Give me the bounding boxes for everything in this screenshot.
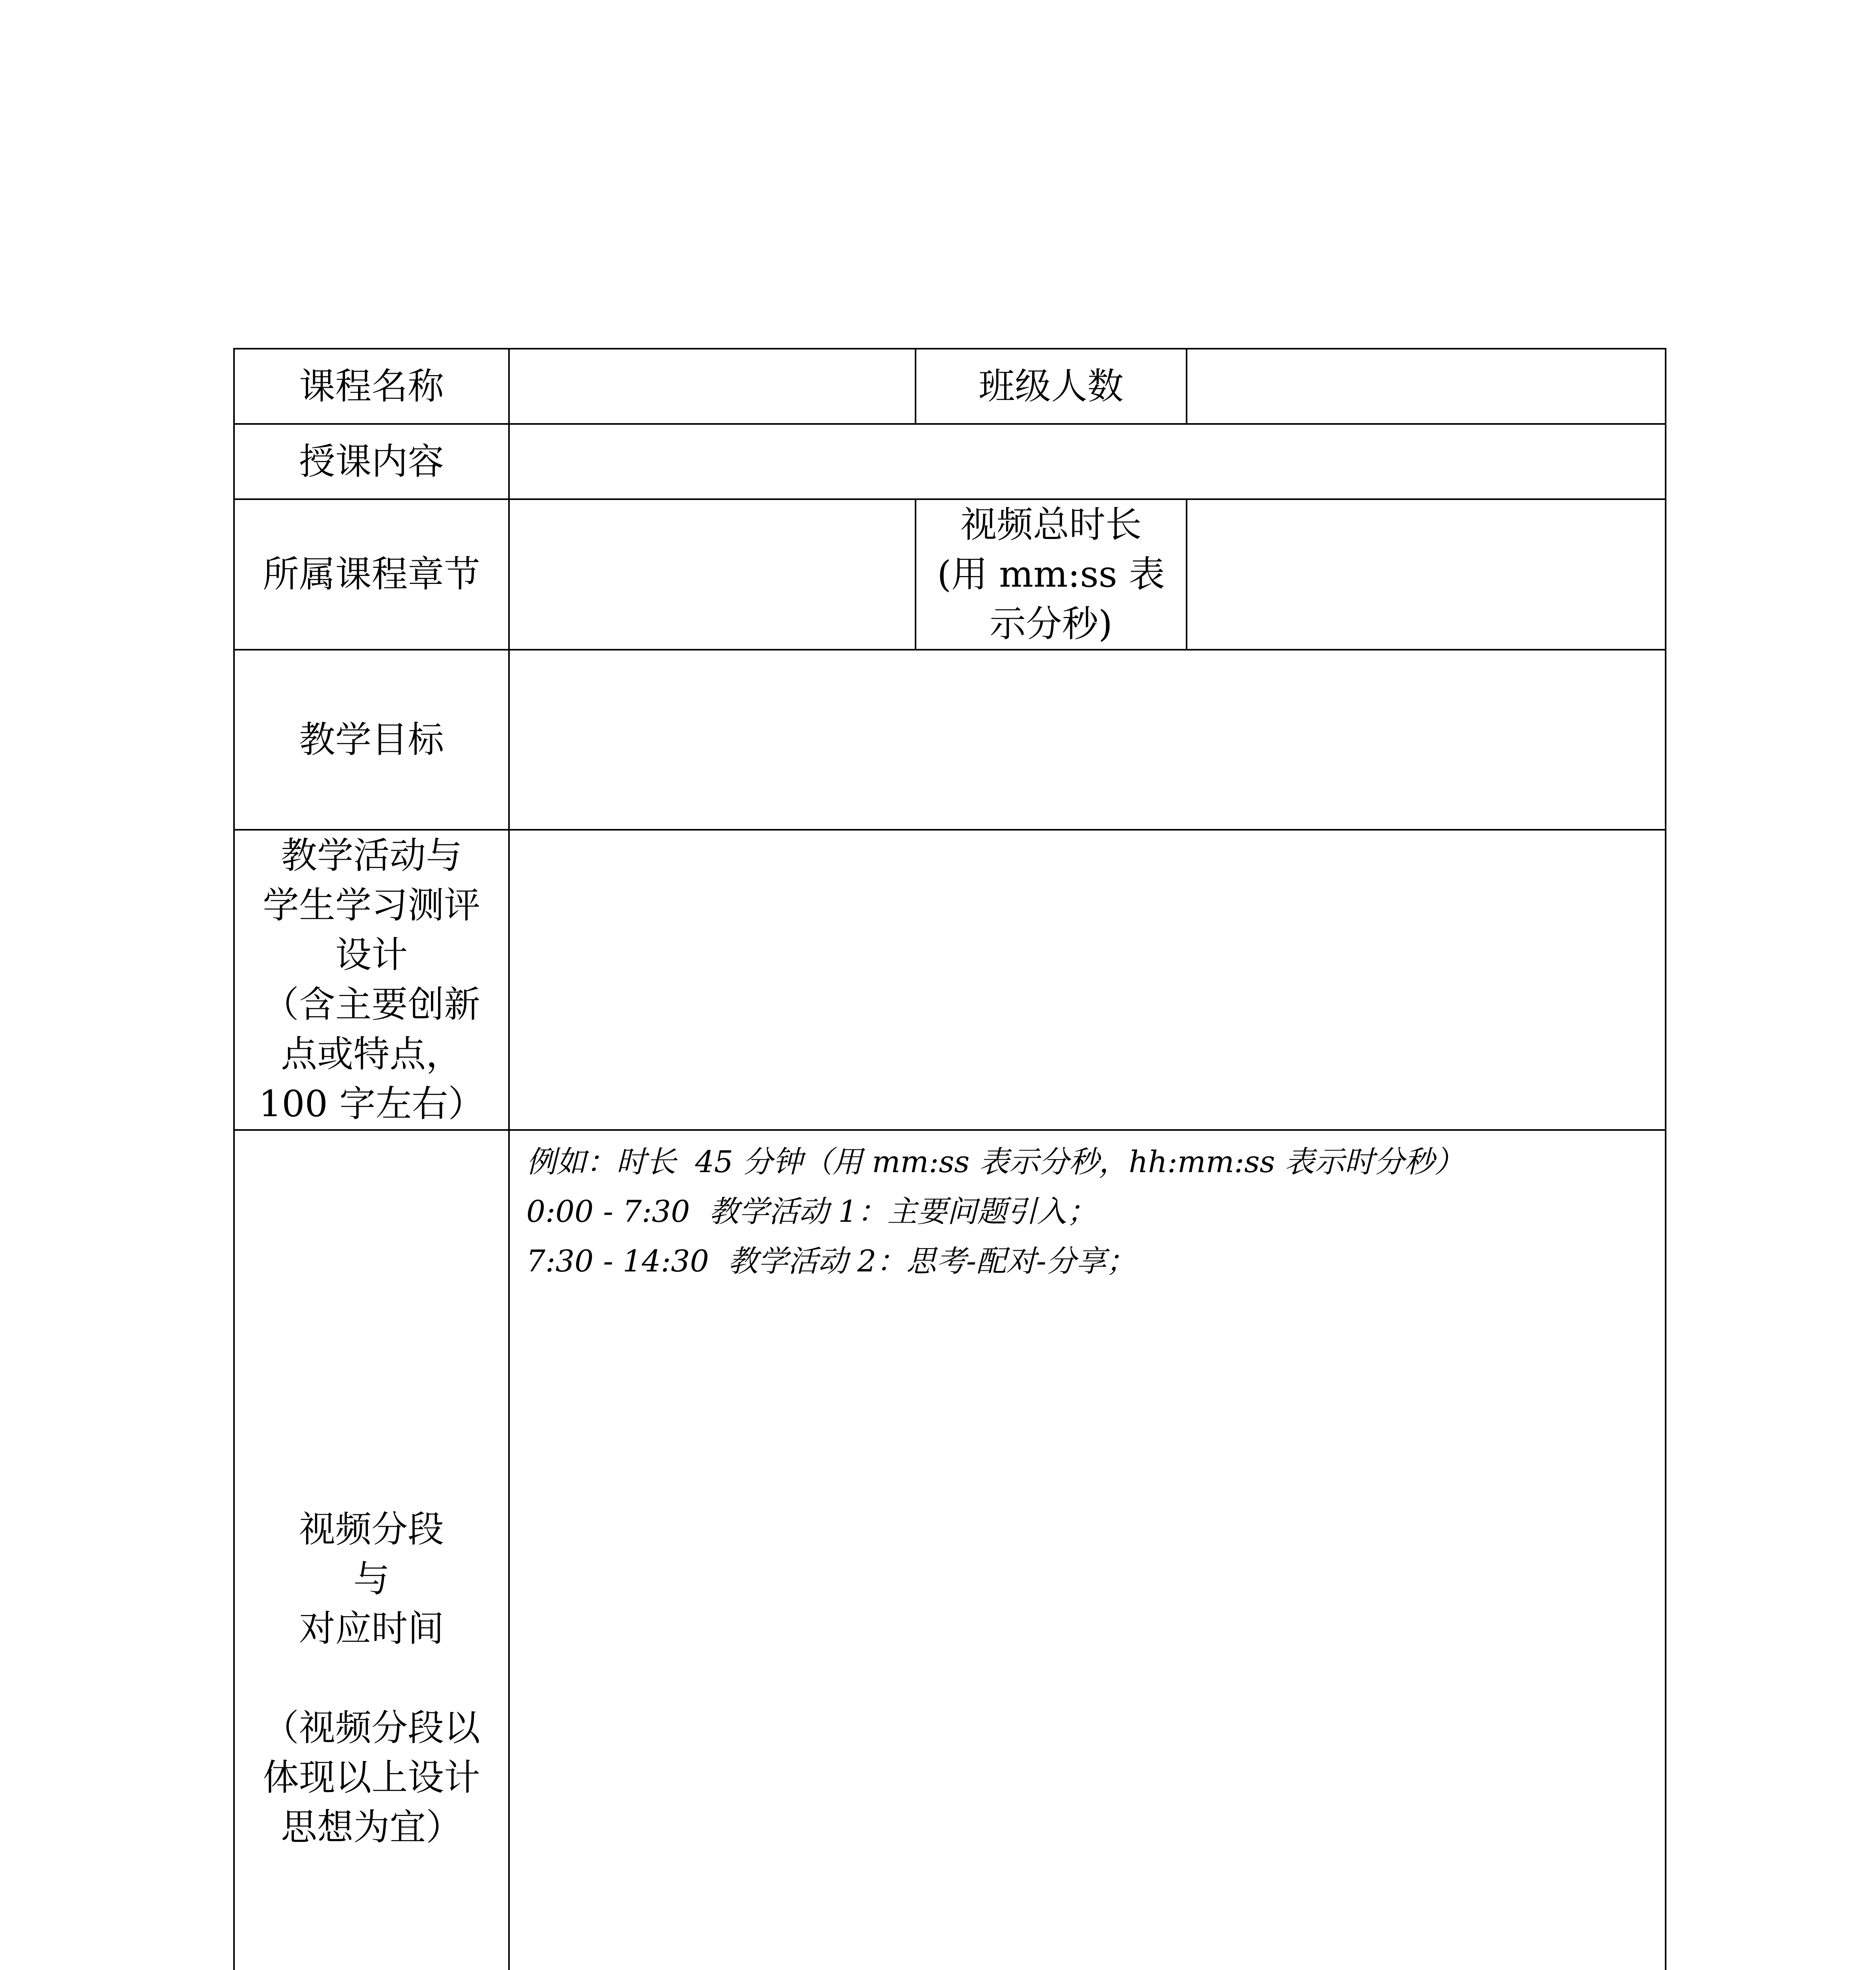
chapter-field[interactable] <box>509 499 916 650</box>
segments-example-line: 0:00 - 7:30 教学活动 1：主要问题引入； <box>526 1194 1097 1229</box>
row-teaching-content <box>234 424 1666 499</box>
segments-example-line: 例如：时长 45 分钟（用 mm:ss 表示分秒，hh:mm:ss 表示时分秒） <box>526 1144 1464 1179</box>
chapter-label: 所属课程章节 <box>234 499 509 650</box>
segments-example-line: 7:30 - 14:30 教学活动 2：思考-配对-分享； <box>526 1243 1136 1279</box>
teaching-objectives-label: 教学目标 <box>234 650 509 830</box>
row-video-segments <box>234 1130 1666 1970</box>
video-duration-field[interactable] <box>1187 499 1666 650</box>
teaching-objectives-field[interactable] <box>509 650 1666 830</box>
course-name-field[interactable] <box>509 349 916 424</box>
row-chapter <box>234 499 1666 650</box>
class-size-label: 班级人数 <box>916 349 1187 424</box>
row-teaching-objectives <box>234 650 1666 830</box>
course-name-label: 课程名称 <box>234 349 509 424</box>
video-duration-label: 视频总时长 (用 mm:ss 表 示分秒) <box>916 499 1187 650</box>
row-activities <box>234 830 1666 1130</box>
activities-label: 教学活动与 学生学习测评 设计 （含主要创新 点或特点， 100 字左右） <box>234 830 509 1130</box>
class-size-field[interactable] <box>1187 349 1666 424</box>
teaching-content-field[interactable] <box>509 424 1666 499</box>
video-segments-field[interactable] <box>509 1130 1666 1970</box>
row-course-name <box>234 349 1666 424</box>
teaching-content-label: 授课内容 <box>234 424 509 499</box>
activities-field[interactable] <box>509 830 1666 1130</box>
video-segments-label: 视频分段 与 对应时间 （视频分段以 体现以上设计 思想为宜） <box>234 1130 509 1970</box>
segments-example-block <box>510 1131 1665 1286</box>
course-design-form <box>233 348 1666 1970</box>
